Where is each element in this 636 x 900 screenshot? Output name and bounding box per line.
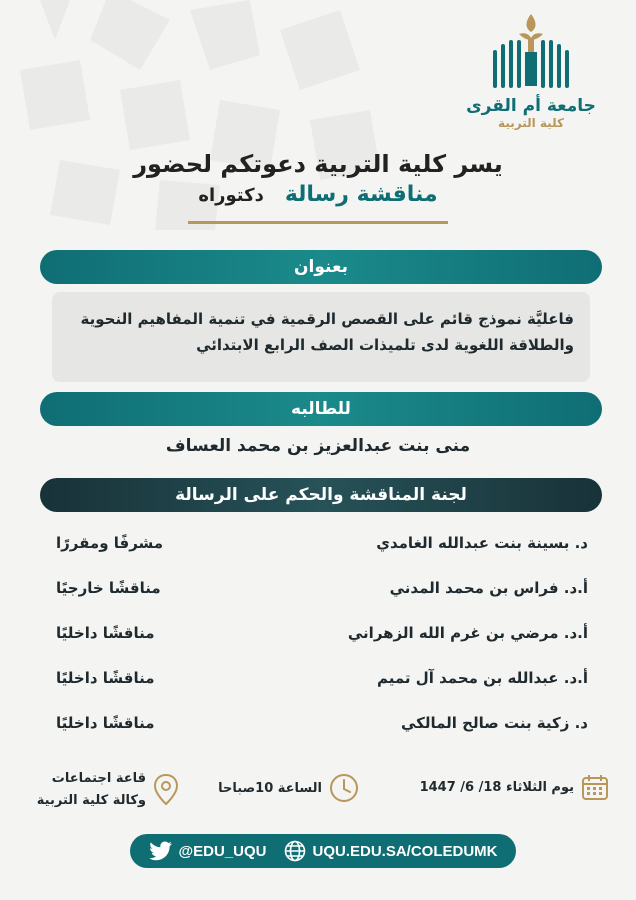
twitter-link[interactable] bbox=[149, 841, 267, 861]
university-emblem-icon bbox=[489, 12, 573, 94]
student-section-header: للطالبه bbox=[40, 392, 602, 426]
member-name: أ.د. فراس بن محمد المدني bbox=[389, 578, 588, 597]
member-name: د. زكية بنت صالح المالكي bbox=[400, 713, 588, 732]
member-name: أ.د. مرضي بن غرم الله الزهراني bbox=[347, 623, 588, 642]
website-url: UQU.EDU.SA/COLEDUMK bbox=[312, 842, 498, 860]
committee-row bbox=[56, 700, 588, 745]
location-pin-icon bbox=[152, 773, 180, 807]
globe-icon bbox=[284, 840, 306, 862]
location-info bbox=[37, 768, 180, 812]
website-link[interactable] bbox=[284, 840, 497, 862]
calendar-icon bbox=[580, 772, 610, 802]
invitation-heading bbox=[0, 150, 636, 207]
event-time: الساعة 10صباحا bbox=[218, 780, 322, 796]
university-logo bbox=[466, 12, 596, 130]
member-name: أ.د. عبدالله بن محمد آل تميم bbox=[376, 668, 588, 687]
degree-label: دكتوراه bbox=[198, 185, 264, 206]
thesis-title: فاعليَّة نموذج قائم على القصص الرقمية في تنمية المفاهيم النحوية والطلاقة اللغوية لدى تلميذات الصف الرابع الابتدائي bbox=[52, 292, 590, 382]
date-info bbox=[420, 772, 610, 802]
committee-row bbox=[56, 610, 588, 655]
title-section-header: بعنوان bbox=[40, 250, 602, 284]
college-name: كلية التربية bbox=[498, 116, 564, 130]
member-role: مناقشًا داخليًا bbox=[56, 668, 155, 687]
member-role: مشرفًا ومقررًا bbox=[56, 533, 164, 552]
member-role: مناقشًا داخليًا bbox=[56, 623, 155, 642]
committee-row bbox=[56, 565, 588, 610]
defense-label: مناقشة رسالة bbox=[284, 182, 438, 207]
time-info bbox=[218, 772, 360, 804]
location-line-1: قاعة اجتماعات bbox=[51, 771, 146, 786]
committee-list bbox=[56, 520, 588, 745]
twitter-icon bbox=[149, 841, 173, 861]
invitation-line: يسر كلية التربية دعوتكم لحضور bbox=[133, 150, 503, 178]
student-name: منى بنت عبدالعزيز بن محمد العساف bbox=[165, 436, 471, 456]
committee-section-header: لجنة المناقشة والحكم على الرسالة bbox=[40, 478, 602, 512]
defense-type bbox=[0, 182, 636, 207]
gold-divider bbox=[188, 221, 448, 224]
twitter-handle: @EDU_UQU bbox=[178, 842, 267, 860]
university-name: جامعة أم القرى bbox=[466, 96, 596, 116]
clock-icon bbox=[328, 772, 360, 804]
event-info bbox=[30, 768, 610, 818]
event-date: يوم الثلاثاء 18/ 6/ 1447 bbox=[419, 779, 574, 795]
location-line-2: وكالة كلية التربية bbox=[36, 793, 146, 808]
footer-bar bbox=[130, 834, 516, 868]
committee-row bbox=[56, 520, 588, 565]
member-role: مناقشًا داخليًا bbox=[56, 713, 155, 732]
committee-row bbox=[56, 655, 588, 700]
member-name: د. بسينة بنت عبدالله الغامدي bbox=[376, 533, 588, 552]
member-role: مناقشًا خارجيًا bbox=[56, 578, 161, 597]
